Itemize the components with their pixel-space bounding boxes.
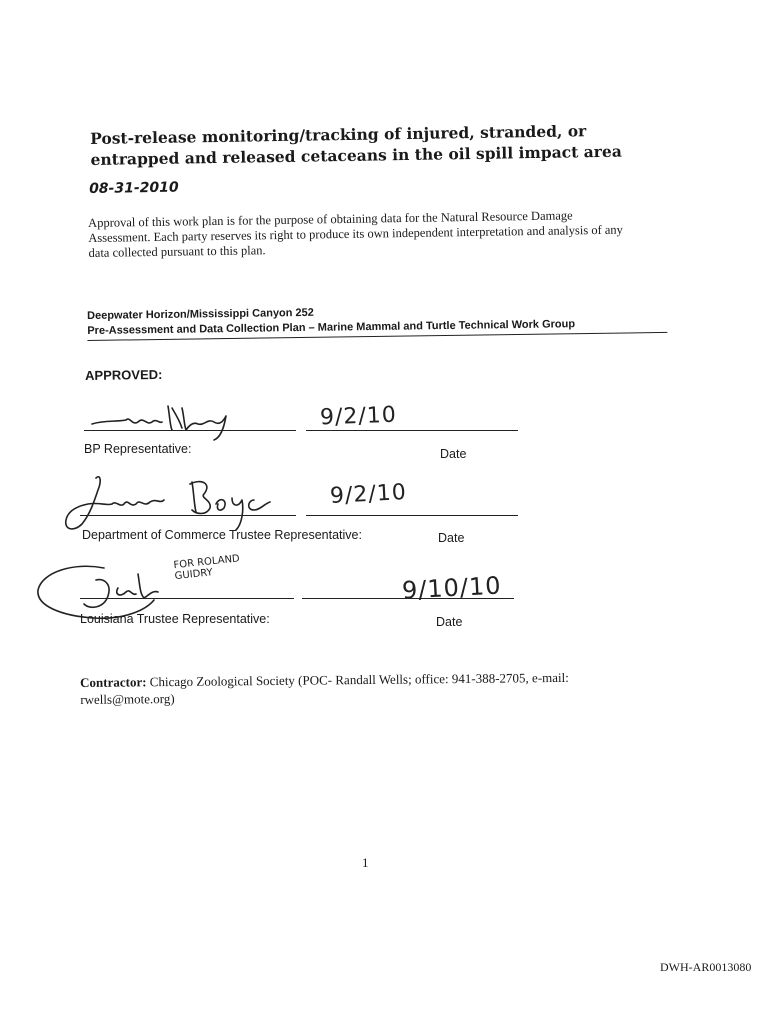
contractor-details: Chicago Zoological Society (POC- Randall Wells; office: 941-388-2705, e-mail: rwells@mote.org): [80, 669, 569, 707]
commerce-signature-line: [80, 515, 296, 516]
plan-heading: [87, 301, 667, 341]
commerce-date-label: Date: [438, 531, 465, 545]
bp-representative-label: BP Representative:: [84, 442, 192, 456]
bp-signature: [86, 398, 246, 444]
louisiana-representative-label: Louisiana Trustee Representative:: [80, 612, 270, 626]
bp-date-line: [306, 430, 518, 431]
bp-signature-line: [84, 430, 296, 431]
commerce-representative-label: Department of Commerce Trustee Representative:: [82, 528, 362, 542]
plan-subtitle: Pre-Assessment and Data Collection Plan – Marine Mammal and Turtle Technical Work Group: [87, 316, 667, 341]
page-number: 1: [362, 855, 369, 870]
commerce-date-line: [306, 515, 518, 516]
contractor-info: [80, 668, 660, 708]
plan-name: Deepwater Horizon/Mississippi Canyon 252: [87, 306, 314, 322]
louisiana-signature-line: [80, 598, 294, 599]
louisiana-date-line: [302, 598, 514, 599]
approval-paragraph: Approval of this work plan is for the purpose of obtaining data for the Natural Resource Damage Assessment. Each party reserves its right to produce its own independent interpretation and analysis of any data collected pursuant to this plan.: [88, 208, 623, 260]
louisiana-handwritten-date: 9/10/10: [401, 571, 503, 605]
approved-label: APPROVED:: [85, 366, 163, 383]
louisiana-date-label: Date: [436, 615, 463, 629]
bp-handwritten-date: 9/2/10: [319, 402, 398, 431]
louisiana-handwritten-note: FOR ROLAND GUIDRY: [173, 553, 241, 583]
bp-date-label: Date: [440, 447, 467, 461]
commerce-handwritten-date: 9/2/10: [329, 480, 408, 509]
document-date: 08-31-2010: [89, 179, 179, 197]
contractor-label: Contractor:: [80, 674, 147, 690]
document-title: Post-release monitoring/tracking of injured, stranded, or entrapped and released cetaceans in the oil spill impact area: [90, 121, 622, 169]
bates-number: DWH-AR0013080: [660, 960, 752, 974]
